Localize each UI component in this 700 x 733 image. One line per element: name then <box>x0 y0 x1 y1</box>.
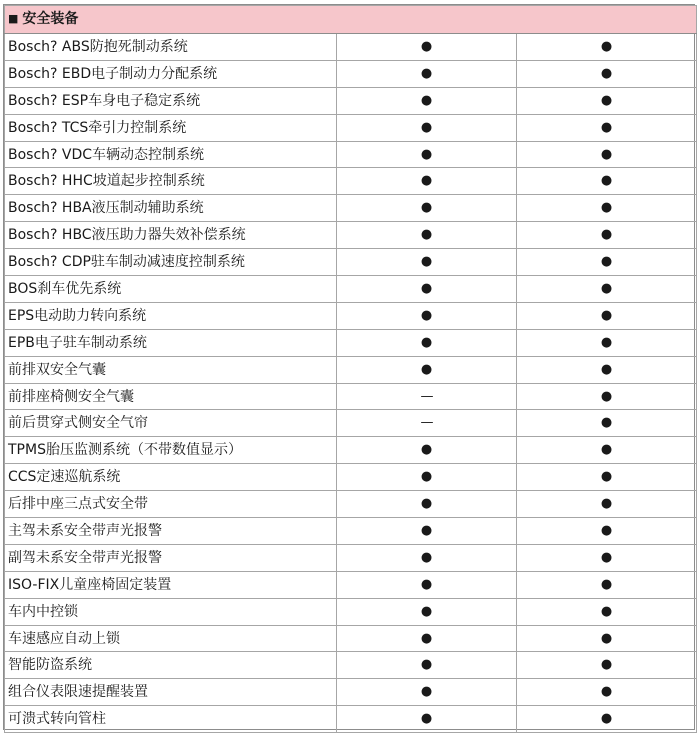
trim2-mark-cell: ● <box>517 195 697 222</box>
trim2-mark-cell: ● <box>517 679 697 706</box>
feature-cell: Bosch? HBC液压助力器失效补偿系统 <box>5 222 337 249</box>
trim1-mark-cell: ● <box>337 249 517 276</box>
section-marker: ■ <box>8 12 19 25</box>
table-row <box>5 518 697 545</box>
trim2-mark-cell: ● <box>517 87 697 114</box>
trim1-mark-cell: ● <box>337 491 517 518</box>
trim2-mark-cell: ● <box>517 706 697 733</box>
section-title: 安全装备 <box>22 11 79 27</box>
table-row <box>5 383 697 410</box>
trim1-mark-cell: ● <box>337 34 517 61</box>
feature-cell: Bosch? EBD电子制动力分配系统 <box>5 60 337 87</box>
table-row <box>5 195 697 222</box>
trim2-mark-cell: ● <box>517 571 697 598</box>
trim1-mark-cell: ● <box>337 60 517 87</box>
feature-cell: 后排中座三点式安全带 <box>5 491 337 518</box>
trim1-mark-cell: ● <box>337 544 517 571</box>
feature-cell: EPB电子驻车制动系统 <box>5 329 337 356</box>
trim2-mark-cell: ● <box>517 437 697 464</box>
trim1-mark-cell: ● <box>337 598 517 625</box>
table-row <box>5 464 697 491</box>
feature-cell: 前排座椅侧安全气囊 <box>5 383 337 410</box>
trim2-mark-cell: ● <box>517 544 697 571</box>
trim1-mark-cell: ● <box>337 518 517 545</box>
feature-cell: 主驾未系安全带声光报警 <box>5 518 337 545</box>
table-row <box>5 114 697 141</box>
trim2-mark-cell: ● <box>517 222 697 249</box>
table-row <box>5 329 697 356</box>
table-row <box>5 222 697 249</box>
safety-equipment-table <box>4 5 697 733</box>
feature-cell: 可溃式转向管柱 <box>5 706 337 733</box>
trim2-mark-cell: ● <box>517 168 697 195</box>
feature-cell: 副驾未系安全带声光报警 <box>5 544 337 571</box>
table-row <box>5 34 697 61</box>
trim2-mark-cell: ● <box>517 34 697 61</box>
feature-cell: 智能防盗系统 <box>5 652 337 679</box>
table-row <box>5 356 697 383</box>
feature-cell: Bosch? TCS牵引力控制系统 <box>5 114 337 141</box>
feature-cell: TPMS胎压监测系统（不带数值显示） <box>5 437 337 464</box>
trim1-mark-cell: ● <box>337 437 517 464</box>
feature-cell: CCS定速巡航系统 <box>5 464 337 491</box>
feature-cell: Bosch? HHC坡道起步控制系统 <box>5 168 337 195</box>
trim2-mark-cell: ● <box>517 356 697 383</box>
trim2-mark-cell: ● <box>517 329 697 356</box>
trim1-mark-cell: — <box>337 410 517 437</box>
trim1-mark-cell: ● <box>337 652 517 679</box>
table-row <box>5 60 697 87</box>
feature-cell: BOS刹车优先系统 <box>5 276 337 303</box>
feature-cell: Bosch? VDC车辆动态控制系统 <box>5 141 337 168</box>
trim2-mark-cell: ● <box>517 60 697 87</box>
table-row <box>5 706 697 733</box>
feature-cell: Bosch? ABS防抱死制动系统 <box>5 34 337 61</box>
feature-cell: 前排双安全气囊 <box>5 356 337 383</box>
trim2-mark-cell: ● <box>517 249 697 276</box>
feature-cell: ISO-FIX儿童座椅固定装置 <box>5 571 337 598</box>
trim2-mark-cell: ● <box>517 625 697 652</box>
trim1-mark-cell: ● <box>337 329 517 356</box>
table-row <box>5 410 697 437</box>
trim1-mark-cell: ● <box>337 571 517 598</box>
trim1-mark-cell: ● <box>337 195 517 222</box>
table-row <box>5 598 697 625</box>
trim1-mark-cell: ● <box>337 114 517 141</box>
table-row <box>5 141 697 168</box>
feature-cell: 组合仪表限速提醒装置 <box>5 679 337 706</box>
table-row <box>5 249 697 276</box>
trim1-mark-cell: ● <box>337 141 517 168</box>
trim1-mark-cell: ● <box>337 87 517 114</box>
trim2-mark-cell: ● <box>517 141 697 168</box>
table-row <box>5 652 697 679</box>
trim1-mark-cell: ● <box>337 302 517 329</box>
trim1-mark-cell: ● <box>337 679 517 706</box>
trim2-mark-cell: ● <box>517 114 697 141</box>
feature-cell: 车内中控锁 <box>5 598 337 625</box>
trim1-mark-cell: ● <box>337 464 517 491</box>
trim1-mark-cell: ● <box>337 625 517 652</box>
trim1-mark-cell: ● <box>337 276 517 303</box>
table-row <box>5 302 697 329</box>
feature-cell: Bosch? CDP驻车制动减速度控制系统 <box>5 249 337 276</box>
spec-table-frame <box>3 4 695 730</box>
trim2-mark-cell: ● <box>517 383 697 410</box>
section-header-cell <box>5 6 697 34</box>
trim1-mark-cell: — <box>337 383 517 410</box>
trim2-mark-cell: ● <box>517 302 697 329</box>
trim1-mark-cell: ● <box>337 356 517 383</box>
table-row <box>5 544 697 571</box>
table-row <box>5 491 697 518</box>
trim2-mark-cell: ● <box>517 652 697 679</box>
table-row <box>5 87 697 114</box>
feature-cell: EPS电动助力转向系统 <box>5 302 337 329</box>
feature-cell: Bosch? HBA液压制动辅助系统 <box>5 195 337 222</box>
table-row <box>5 679 697 706</box>
feature-cell: Bosch? ESP车身电子稳定系统 <box>5 87 337 114</box>
feature-cell: 前后贯穿式侧安全气帘 <box>5 410 337 437</box>
section-header-row <box>5 6 697 34</box>
table-row <box>5 437 697 464</box>
trim2-mark-cell: ● <box>517 464 697 491</box>
trim2-mark-cell: ● <box>517 518 697 545</box>
feature-cell: 车速感应自动上锁 <box>5 625 337 652</box>
trim2-mark-cell: ● <box>517 276 697 303</box>
trim1-mark-cell: ● <box>337 706 517 733</box>
table-row <box>5 276 697 303</box>
trim2-mark-cell: ● <box>517 491 697 518</box>
trim1-mark-cell: ● <box>337 222 517 249</box>
table-row <box>5 625 697 652</box>
trim2-mark-cell: ● <box>517 598 697 625</box>
trim1-mark-cell: ● <box>337 168 517 195</box>
table-row <box>5 571 697 598</box>
table-row <box>5 168 697 195</box>
trim2-mark-cell: ● <box>517 410 697 437</box>
